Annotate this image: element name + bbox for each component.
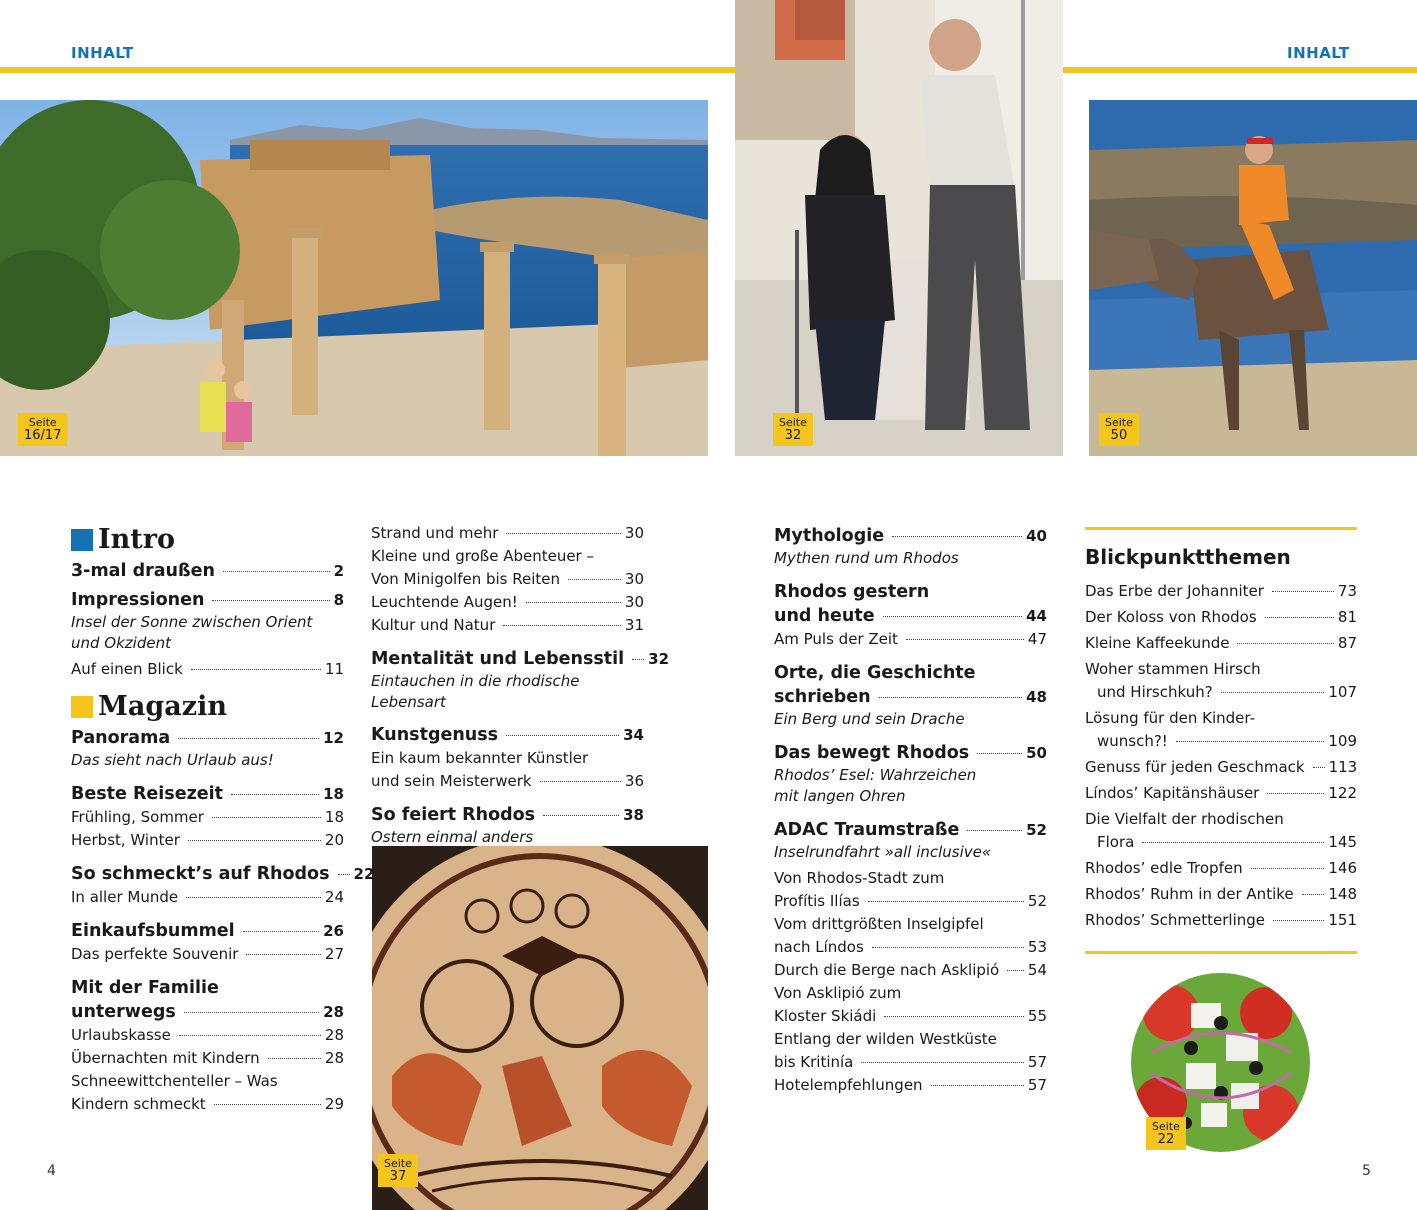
leader-dots xyxy=(184,1012,319,1013)
entry-page: 11 xyxy=(324,660,344,678)
entry-page: 50 xyxy=(1026,744,1047,762)
toc-entry[interactable] xyxy=(371,614,644,637)
leader-dots xyxy=(1272,591,1334,592)
entry-page: 44 xyxy=(1026,607,1047,625)
toc-entry[interactable] xyxy=(71,806,344,829)
entry-label: Rhodos’ edle Tropfen xyxy=(1085,859,1243,877)
entry-label: Kunstgenuss xyxy=(371,725,499,745)
toc-entry[interactable] xyxy=(774,818,1047,842)
entry-label: ADAC Traumstraße xyxy=(774,820,960,840)
entry-label: Kindern schmeckt xyxy=(71,1095,206,1113)
running-header-left: INHALT xyxy=(71,44,134,62)
leader-dots xyxy=(246,954,320,955)
toc-entry[interactable] xyxy=(71,726,344,750)
entry-page: 28 xyxy=(324,1026,344,1044)
entry-label: und sein Meisterwerk xyxy=(371,772,532,790)
toc-entry[interactable] xyxy=(71,1047,344,1070)
toc-entry[interactable] xyxy=(71,1000,344,1024)
leader-dots xyxy=(212,600,329,601)
entry-label: Kultur und Natur xyxy=(371,616,496,634)
toc-entry[interactable] xyxy=(1085,831,1357,854)
toc-entry[interactable] xyxy=(774,741,1047,765)
leader-dots xyxy=(1302,894,1325,895)
entry-page: 145 xyxy=(1328,833,1357,851)
leader-dots xyxy=(191,669,321,670)
toc-entry[interactable] xyxy=(1085,632,1357,655)
toc-entry[interactable] xyxy=(71,1093,344,1116)
entry-label: Mythologie xyxy=(774,526,885,546)
leader-dots xyxy=(503,625,621,626)
entry-label: Einkaufsbummel xyxy=(71,921,235,941)
leader-dots xyxy=(506,533,621,534)
leader-dots xyxy=(977,753,1022,754)
entry-label: Von Rhodos-Stadt zum xyxy=(774,869,945,887)
leader-dots xyxy=(540,781,621,782)
entry-page: 57 xyxy=(1027,1076,1047,1094)
badge-number: 37 xyxy=(389,1169,407,1184)
leader-dots xyxy=(1007,970,1024,971)
entry-label: Woher stammen Hirsch xyxy=(1085,660,1261,678)
entry-label: Am Puls der Zeit xyxy=(774,630,898,648)
toc-entry[interactable] xyxy=(371,568,644,591)
entry-subtitle: Inselrundfahrt »all inclusive« xyxy=(774,843,992,861)
entry-page: 54 xyxy=(1027,961,1047,979)
entry-page: 40 xyxy=(1026,527,1047,545)
leader-dots xyxy=(214,1104,321,1105)
toc-entry[interactable] xyxy=(371,522,644,545)
entry-page: 53 xyxy=(1027,938,1047,956)
entry-label: Das bewegt Rhodos xyxy=(774,743,970,763)
elderly-couple-illustration xyxy=(735,0,1063,456)
entry-page: 28 xyxy=(323,1003,344,1021)
entry-label: Herbst, Winter xyxy=(71,831,180,849)
entry-label: Kleine und große Abenteuer – xyxy=(371,547,594,565)
toc-entry[interactable] xyxy=(371,647,670,671)
section-magazin xyxy=(71,691,344,722)
entry-subtitle: Eintauchen in die rhodische Lebensart xyxy=(371,672,580,711)
entry-page: 38 xyxy=(623,806,644,824)
entry-label: 3-mal draußen xyxy=(71,561,215,581)
entry-page: 87 xyxy=(1337,634,1357,652)
toc-entry[interactable] xyxy=(71,1024,344,1047)
leader-dots xyxy=(231,794,319,795)
entry-label: Auf einen Blick xyxy=(71,660,183,678)
entry-label: Schneewittchenteller – Was xyxy=(71,1072,278,1090)
toc-column-1 xyxy=(71,524,375,1116)
entry-page: 20 xyxy=(324,831,344,849)
entry-label: Frühling, Sommer xyxy=(71,808,204,826)
toc-entry[interactable] xyxy=(774,604,1047,628)
donkey-photo xyxy=(1089,100,1417,456)
entry-page: 27 xyxy=(324,945,344,963)
entry-page: 31 xyxy=(624,616,644,634)
leader-dots xyxy=(1237,643,1333,644)
toc-column-4 xyxy=(1085,542,1357,935)
leader-dots xyxy=(967,830,1022,831)
leader-dots xyxy=(506,735,619,736)
toc-entry[interactable] xyxy=(774,890,1047,913)
entry-subtitle: Rhodos’ Esel: Wahrzeichen mit langen Ohren xyxy=(774,766,977,805)
leader-dots xyxy=(1273,920,1324,921)
entry-label: Kloster Skiádi xyxy=(774,1007,877,1025)
leader-dots xyxy=(186,897,321,898)
entry-page: 113 xyxy=(1328,758,1358,776)
badge-word: Seite xyxy=(1105,416,1133,429)
entry-page: 30 xyxy=(624,570,644,588)
entry-page: 30 xyxy=(624,593,644,611)
leader-dots xyxy=(1221,692,1325,693)
leader-dots xyxy=(1265,617,1334,618)
entry-page: 12 xyxy=(323,729,344,747)
toc-entry[interactable] xyxy=(1085,606,1357,629)
salad-page-badge xyxy=(1146,1117,1186,1150)
toc-entry[interactable] xyxy=(774,685,1047,709)
toc-entry[interactable] xyxy=(371,723,644,747)
toc-entry[interactable] xyxy=(1085,681,1357,704)
entry-subtitle: Ostern einmal anders xyxy=(371,828,534,846)
entry-page: 109 xyxy=(1328,732,1357,750)
entry-page: 52 xyxy=(1026,821,1047,839)
leader-dots xyxy=(931,1085,1024,1086)
lindos-illustration xyxy=(0,100,708,456)
lindos-photo xyxy=(0,100,708,456)
entry-page: 26 xyxy=(323,922,344,940)
toc-entry[interactable] xyxy=(71,943,344,966)
badge-word: Seite xyxy=(779,416,807,429)
entry-label: bis Kritinía xyxy=(774,1053,854,1071)
badge-word: Seite xyxy=(28,416,57,429)
entry-label: Rhodos gestern xyxy=(774,582,930,602)
toc-entry[interactable] xyxy=(774,936,1047,959)
entry-label: Übernachten mit Kindern xyxy=(71,1049,260,1067)
entry-label: Leuchtende Augen! xyxy=(371,593,518,611)
leader-dots xyxy=(879,697,1023,698)
toc-entry[interactable] xyxy=(774,1074,1047,1097)
entry-label: Lösung für den Kinder- xyxy=(1085,709,1256,727)
toc-entry[interactable] xyxy=(774,524,1047,548)
entry-label: Profítis Ilías xyxy=(774,892,860,910)
entry-page: 30 xyxy=(624,524,644,542)
entry-page: 52 xyxy=(1027,892,1047,910)
entry-label: Entlang der wilden Westküste xyxy=(774,1030,997,1048)
toc-entry[interactable] xyxy=(71,829,344,852)
entry-page: 22 xyxy=(353,865,375,883)
leader-dots xyxy=(188,840,321,841)
header-rule-left xyxy=(0,67,735,73)
intro-square-icon xyxy=(71,529,93,551)
toc-entry[interactable] xyxy=(71,919,344,943)
toc-entry[interactable] xyxy=(1085,782,1357,805)
toc-entry[interactable] xyxy=(1085,580,1357,603)
toc-entry[interactable] xyxy=(774,959,1047,982)
badge-word: Seite xyxy=(1152,1120,1180,1133)
leader-dots xyxy=(868,901,1024,902)
leader-dots xyxy=(543,815,619,816)
leader-dots xyxy=(632,659,644,660)
toc-entry[interactable] xyxy=(71,588,344,612)
leader-dots xyxy=(223,571,330,572)
leader-dots xyxy=(892,536,1022,537)
entry-page: 81 xyxy=(1337,608,1357,626)
section-intro xyxy=(71,524,344,555)
toc-entry[interactable] xyxy=(1085,756,1357,779)
entry-page: 18 xyxy=(324,808,344,826)
entry-label: unterwegs xyxy=(71,1002,176,1022)
entry-label: So schmeckt’s auf Rhodos xyxy=(71,864,330,884)
entry-page: 34 xyxy=(623,726,644,744)
entry-subtitle: Insel der Sonne zwischen Orient und Okzident xyxy=(71,613,313,652)
leader-dots xyxy=(212,817,321,818)
entry-page: 32 xyxy=(648,650,670,668)
toc-column-2 xyxy=(371,522,670,848)
leader-dots xyxy=(861,1062,1024,1063)
toc-entry[interactable] xyxy=(371,770,644,793)
entry-page: 47 xyxy=(1027,630,1047,648)
entry-label: Mit der Familie xyxy=(71,978,219,998)
entry-subtitle: Ein Berg und sein Drache xyxy=(774,710,965,728)
entry-label: Das perfekte Souvenir xyxy=(71,945,239,963)
toc-entry[interactable] xyxy=(1085,857,1357,880)
entry-label: Vom drittgrößten Inselgipfel xyxy=(774,915,984,933)
entry-label: wunsch?! xyxy=(1097,732,1168,750)
leader-dots xyxy=(338,874,350,875)
leader-dots xyxy=(243,931,319,932)
toc-entry[interactable] xyxy=(774,1005,1047,1028)
entry-label: Hotelempfehlungen xyxy=(774,1076,923,1094)
header-rule-right xyxy=(1063,67,1417,73)
leader-dots xyxy=(268,1058,321,1059)
entry-label: Impressionen xyxy=(71,590,205,610)
toc-entry[interactable] xyxy=(371,591,644,614)
entry-label: Mentalität und Lebensstil xyxy=(371,649,625,669)
entry-label: nach Líndos xyxy=(774,938,864,956)
entry-page: 146 xyxy=(1328,859,1357,877)
entry-page: 73 xyxy=(1337,582,1357,600)
entry-page: 48 xyxy=(1026,688,1047,706)
entry-label: Urlaubskasse xyxy=(71,1026,171,1044)
entry-page: 29 xyxy=(324,1095,344,1113)
toc-entry[interactable] xyxy=(71,782,344,806)
toc-entry[interactable] xyxy=(71,886,344,909)
blick-title: Blickpunktthemen xyxy=(1085,545,1291,569)
leader-dots xyxy=(178,738,319,739)
entry-label: Strand und mehr xyxy=(371,524,499,542)
entry-page: 36 xyxy=(624,772,644,790)
vase-illustration xyxy=(372,846,708,1210)
running-header-right: INHALT xyxy=(1287,44,1350,62)
section-title: Intro xyxy=(98,524,175,555)
entry-subtitle: Mythen rund um Rhodos xyxy=(774,549,959,567)
entry-page: 24 xyxy=(324,888,344,906)
entry-page: 2 xyxy=(333,562,344,580)
entry-page: 57 xyxy=(1027,1053,1047,1071)
donkey-illustration xyxy=(1089,100,1417,456)
toc-entry[interactable] xyxy=(71,559,344,583)
entry-label: schrieben xyxy=(774,687,871,707)
leader-dots xyxy=(883,616,1023,617)
entry-label: Der Koloss von Rhodos xyxy=(1085,608,1257,626)
badge-word: Seite xyxy=(384,1157,412,1170)
toc-entry[interactable] xyxy=(1085,883,1357,906)
leader-dots xyxy=(1176,741,1325,742)
leader-dots xyxy=(179,1035,321,1036)
badge-number: 50 xyxy=(1110,428,1128,443)
toc-entry[interactable] xyxy=(774,628,1047,651)
vase-page-badge xyxy=(378,1154,418,1187)
entry-label: Flora xyxy=(1097,833,1135,851)
entry-label: Panorama xyxy=(71,728,171,748)
toc-column-3 xyxy=(774,524,1047,1097)
donkey-page-badge xyxy=(1099,413,1139,446)
entry-label: Beste Reisezeit xyxy=(71,784,223,804)
leader-dots xyxy=(1313,767,1325,768)
leader-dots xyxy=(884,1016,1024,1017)
entry-page: 28 xyxy=(324,1049,344,1067)
toc-entry[interactable] xyxy=(1085,730,1357,753)
leader-dots xyxy=(906,639,1024,640)
entry-label: Von Asklipió zum xyxy=(774,984,902,1002)
elderly-couple-photo xyxy=(735,0,1063,456)
entry-label: Orte, die Geschichte xyxy=(774,663,976,683)
blick-bottom-rule xyxy=(1085,951,1357,954)
leader-dots xyxy=(526,602,621,603)
magazin-square-icon xyxy=(71,696,93,718)
blick-top-rule xyxy=(1085,527,1357,530)
toc-entry[interactable] xyxy=(774,1051,1047,1074)
entry-page: 18 xyxy=(323,785,344,803)
leader-dots xyxy=(1142,842,1324,843)
entry-label: In aller Munde xyxy=(71,888,179,906)
entry-page: 8 xyxy=(333,591,344,609)
entry-label: So feiert Rhodos xyxy=(371,805,536,825)
leader-dots xyxy=(1251,868,1325,869)
leader-dots xyxy=(568,579,621,580)
entry-label: Genuss für jeden Geschmack xyxy=(1085,758,1305,776)
badge-number: 22 xyxy=(1157,1132,1175,1147)
badge-number: 32 xyxy=(784,428,802,443)
entry-label: Durch die Berge nach Asklipió xyxy=(774,961,1000,979)
entry-label: Von Minigolfen bis Reiten xyxy=(371,570,561,588)
entry-label: Die Vielfalt der rhodischen xyxy=(1085,810,1284,828)
toc-entry[interactable] xyxy=(1085,909,1357,932)
entry-label: Kleine Kaffeekunde xyxy=(1085,634,1230,652)
lindos-page-badge xyxy=(18,413,67,446)
leader-dots xyxy=(872,947,1024,948)
badge-number: 16/17 xyxy=(24,428,62,443)
entry-label: Rhodos’ Ruhm in der Antike xyxy=(1085,885,1294,903)
page-number-left: 4 xyxy=(47,1163,56,1179)
entry-subtitle: Das sieht nach Urlaub aus! xyxy=(71,751,274,769)
entry-page: 55 xyxy=(1027,1007,1047,1025)
toc-entry[interactable] xyxy=(371,803,644,827)
entry-page: 151 xyxy=(1328,911,1357,929)
section-title: Magazin xyxy=(98,691,227,722)
elderly-page-badge xyxy=(773,413,813,446)
entry-page: 148 xyxy=(1328,885,1357,903)
vase-photo xyxy=(372,846,708,1210)
entry-page: 107 xyxy=(1328,683,1357,701)
entry-label: und heute xyxy=(774,606,875,626)
entry-label: Das Erbe der Johanniter xyxy=(1085,582,1264,600)
entry-label: Líndos’ Kapitänshäuser xyxy=(1085,784,1260,802)
page-number-right: 5 xyxy=(1362,1163,1371,1179)
leader-dots xyxy=(1267,793,1324,794)
entry-label: und Hirschkuh? xyxy=(1097,683,1213,701)
toc-entry[interactable] xyxy=(71,658,344,681)
entry-page: 122 xyxy=(1328,784,1357,802)
entry-label: Rhodos’ Schmetterlinge xyxy=(1085,911,1266,929)
toc-entry[interactable] xyxy=(71,862,375,886)
entry-label: Ein kaum bekannter Künstler xyxy=(371,749,589,767)
